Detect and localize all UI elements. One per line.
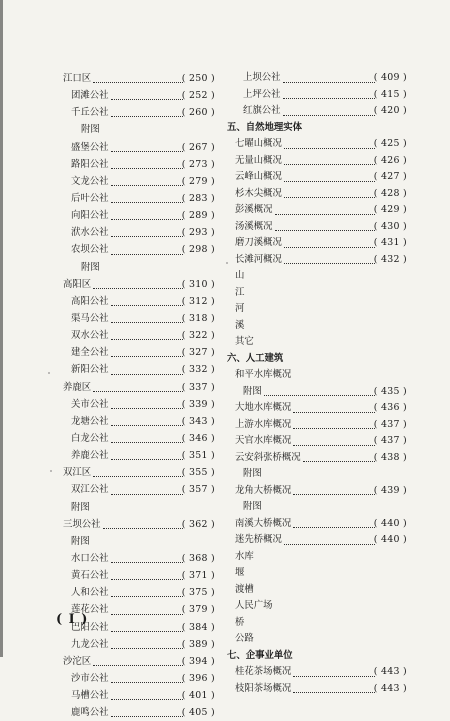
toc-entry-title: 沙市公社 — [71, 672, 109, 684]
toc-page-number: ( 293 ) — [181, 227, 215, 239]
toc-page-number: ( 273 ) — [181, 158, 215, 170]
toc-entry — [63, 481, 215, 498]
toc-leader-dots — [111, 631, 183, 649]
toc-page-number: ( 310 ) — [181, 278, 215, 290]
toc-page-number: ( 432 ) — [373, 253, 407, 265]
toc-entry-title: 上坪公社 — [243, 88, 281, 100]
toc-page-number: ( 437 ) — [373, 418, 407, 430]
toc-entry — [235, 582, 407, 599]
toc-entry — [235, 565, 407, 582]
toc-leader-dots — [284, 247, 375, 265]
toc-entry — [235, 334, 407, 351]
toc-entry — [235, 549, 407, 566]
toc-entry-title: 其它 — [235, 336, 254, 347]
toc-entry-title: 和平水库概况 — [235, 369, 292, 380]
toc-entry-title: 公路 — [235, 633, 254, 644]
toc-leader-dots — [284, 148, 375, 166]
toc-entry-title: 养鹿区 — [63, 381, 92, 393]
scan-edge — [0, 0, 3, 657]
toc-leader-dots — [264, 379, 375, 397]
toc-entry-title: 建全公社 — [71, 347, 109, 359]
toc-entry — [235, 598, 407, 615]
toc-entry-title: 新阳公社 — [71, 364, 109, 376]
toc-page-number: ( 439 ) — [373, 484, 407, 496]
toc-entry-title: 江口区 — [63, 73, 92, 84]
toc-leader-dots — [111, 134, 183, 152]
toc-leader-dots — [103, 511, 183, 529]
toc-leader-dots — [111, 682, 183, 700]
toc-page-number: ( 425 ) — [373, 138, 407, 149]
toc-entry — [235, 252, 407, 269]
toc-leader-dots — [283, 65, 375, 83]
toc-page-number: ( 440 ) — [373, 517, 407, 529]
toc-entry-title: 山 — [235, 270, 245, 281]
toc-page-number: ( 252 ) — [181, 90, 215, 102]
toc-entry-title: 向阳公社 — [71, 210, 109, 222]
toc-entry-title: 南溪大桥概况 — [235, 517, 292, 529]
toc-entry — [235, 681, 407, 698]
toc-leader-dots — [293, 511, 375, 529]
toc-page-number: ( 267 ) — [181, 141, 215, 153]
toc-leader-dots — [275, 214, 375, 232]
toc-entry-title: 附图 — [81, 124, 100, 136]
toc-leader-dots — [293, 676, 375, 694]
toc-entry — [63, 104, 215, 121]
toc-leader-dots — [111, 442, 183, 460]
toc-leader-dots — [111, 219, 183, 237]
page-number-footer: ( I ) — [56, 612, 89, 627]
toc-leader-dots — [293, 478, 375, 496]
toc-leader-dots — [111, 202, 183, 220]
toc-entry-title: 长滩河概况 — [235, 253, 282, 265]
toc-page-number: ( 343 ) — [181, 415, 215, 427]
toc-page-number: ( 389 ) — [181, 638, 215, 650]
toc-page-number: ( 443 ) — [373, 666, 407, 677]
toc-leader-dots — [111, 288, 183, 306]
toc-leader-dots — [303, 445, 375, 463]
toc-entry-title: 文龙公社 — [71, 175, 109, 187]
toc-entry-title: 高阳公社 — [71, 295, 109, 307]
toc-entry-title: 附图 — [71, 535, 90, 547]
toc-entry-title: 洑水公社 — [71, 227, 109, 239]
toc-entry-title: 双水公社 — [71, 330, 109, 342]
toc-entry-title: 附图 — [243, 468, 262, 479]
toc-leader-dots — [284, 164, 375, 182]
toc-entry-title: 农坝公社 — [71, 244, 109, 256]
toc-leader-dots — [111, 151, 183, 169]
toc-entry — [63, 516, 215, 533]
toc-entry-title: 附图 — [243, 385, 262, 397]
toc-entry-title: 附图 — [243, 501, 262, 512]
toc-page-number: ( 429 ) — [373, 204, 407, 215]
toc-entry-title: 人民广场 — [235, 600, 273, 611]
toc-entry-title: 莲花公社 — [71, 604, 109, 616]
toc-leader-dots — [111, 305, 183, 323]
toc-entry-title: 磨刀溪概况 — [235, 237, 282, 248]
toc-entry-title: 水库 — [235, 550, 254, 562]
toc-entry-title: 黄石公社 — [71, 570, 109, 582]
toc-entry-title: 彭溪概况 — [235, 204, 273, 215]
toc-entry-title: 上游水库概况 — [235, 418, 292, 430]
toc-page-number: ( 384 ) — [181, 621, 215, 633]
toc-entry-title: 附图 — [81, 261, 100, 273]
toc-entry-title: 白龙公社 — [71, 432, 109, 444]
toc-page-number: ( 322 ) — [181, 330, 215, 342]
toc-leader-dots — [111, 614, 183, 632]
toc-entry-title: 盛堡公社 — [71, 141, 109, 153]
toc-page-number: ( 431 ) — [373, 237, 407, 248]
toc-entry-title: 三坝公社 — [63, 518, 101, 530]
toc-entry — [63, 241, 215, 258]
toc-entry-title: 天官水库概况 — [235, 435, 292, 446]
toc-entry-title: 鹿鸣公社 — [71, 707, 109, 719]
toc-entry — [235, 631, 407, 648]
toc-leader-dots — [284, 527, 375, 545]
toc-entry-title: 云峰山概况 — [235, 171, 282, 182]
toc-page-number: ( 375 ) — [181, 587, 215, 599]
toc-page-number: ( 250 ) — [181, 73, 215, 84]
toc-entry-title: 后叶公社 — [71, 192, 109, 204]
toc-entry-title: 七曜山概况 — [235, 138, 282, 149]
toc-page-number: ( 430 ) — [373, 220, 407, 232]
toc-entry-title: 桥 — [235, 616, 245, 628]
toc-entry — [63, 704, 215, 721]
toc-entry-title: 双江区 — [63, 467, 92, 479]
toc-entry-title: 马槽公社 — [71, 690, 109, 702]
toc-entry-title: 七、企事业单位 — [227, 649, 293, 661]
toc-entry — [235, 301, 407, 318]
toc-leader-dots — [93, 65, 183, 83]
toc-entry — [235, 615, 407, 632]
toc-page-number: ( 337 ) — [181, 381, 215, 393]
toc-page-number: ( 289 ) — [181, 210, 215, 222]
toc-entry-title: 团滩公社 — [71, 90, 109, 102]
toc-leader-dots — [111, 185, 183, 203]
toc-entry — [235, 285, 407, 302]
toc-entry-title: 巴阳公社 — [71, 621, 109, 633]
toc-entry-title: 大地水库概况 — [235, 402, 292, 413]
toc-entry-title: 枝阳茶场概况 — [235, 682, 292, 694]
toc-leader-dots — [275, 197, 375, 215]
toc-page-number: ( 437 ) — [373, 435, 407, 446]
toc-page-number: ( 327 ) — [181, 347, 215, 359]
toc-entry-title: 龙角大桥概况 — [235, 484, 292, 496]
toc-page-number: ( 283 ) — [181, 192, 215, 204]
scan-speck — [48, 372, 50, 374]
toc-entry — [235, 483, 407, 500]
toc-page-number: ( 332 ) — [181, 364, 215, 376]
toc-leader-dots — [293, 412, 375, 430]
toc-leader-dots — [111, 82, 183, 100]
toc-entry-title: 无量山概况 — [235, 154, 282, 166]
toc-entry-title: 附图 — [71, 501, 90, 513]
toc-entry-title: 六、人工建筑 — [227, 352, 284, 364]
toc-leader-dots — [111, 322, 183, 340]
toc-page-number: ( 396 ) — [181, 672, 215, 684]
toc-leader-dots — [111, 99, 183, 117]
toc-page-number: ( 298 ) — [181, 244, 215, 256]
toc-entry-title: 渠马公社 — [71, 312, 109, 324]
toc-leader-dots — [93, 459, 183, 477]
toc-page-number: ( 426 ) — [373, 154, 407, 166]
toc-entry — [235, 268, 407, 285]
toc-leader-dots — [293, 395, 375, 413]
toc-entry-title: 桂花茶场概况 — [235, 666, 292, 677]
toc-entry-title: 沙沱区 — [63, 655, 92, 667]
toc-page-number: ( 409 ) — [373, 72, 407, 83]
toc-page-number: ( 368 ) — [181, 552, 215, 564]
toc-leader-dots — [111, 236, 183, 254]
toc-leader-dots — [283, 82, 375, 100]
toc-entry-title: 渡槽 — [235, 583, 254, 595]
toc-leader-dots — [111, 476, 183, 494]
toc-leader-dots — [111, 699, 183, 717]
toc-leader-dots — [111, 545, 183, 563]
toc-page-number: ( 438 ) — [373, 451, 407, 463]
toc-entry-title: 高阳区 — [63, 278, 92, 290]
toc-page-number: ( 355 ) — [181, 467, 215, 479]
toc-page-number: ( 312 ) — [181, 295, 215, 307]
toc-entry-title: 养鹿公社 — [71, 450, 109, 462]
toc-entry-title: 五、自然地理实体 — [227, 121, 303, 133]
toc-entry-title: 上坝公社 — [243, 72, 281, 83]
toc-entry-title: 九龙公社 — [71, 638, 109, 650]
toc-leader-dots — [284, 230, 375, 248]
toc-leader-dots — [283, 98, 375, 116]
toc-leader-dots — [111, 425, 183, 443]
toc-page-number: ( 443 ) — [373, 682, 407, 694]
toc-page-number: ( 318 ) — [181, 312, 215, 324]
toc-leader-dots — [111, 356, 183, 374]
toc-entry-title: 溪 — [235, 319, 245, 331]
toc-page-number: ( 351 ) — [181, 450, 215, 462]
toc-leader-dots — [111, 562, 183, 580]
toc-entry — [235, 532, 407, 549]
toc-entry-title: 关市公社 — [71, 398, 109, 410]
toc-entry-title: 杉木尖概况 — [235, 187, 282, 199]
toc-leader-dots — [111, 408, 183, 426]
toc-leader-dots — [111, 665, 183, 683]
toc-entry-title: 龙塘公社 — [71, 415, 109, 427]
toc-leader-dots — [111, 168, 183, 186]
toc-entry-title: 双江公社 — [71, 484, 109, 496]
toc-page-number: ( 435 ) — [373, 385, 407, 397]
toc-page-number: ( 415 ) — [373, 88, 407, 100]
toc-page-number: ( 436 ) — [373, 402, 407, 413]
toc-entry-title: 红旗公社 — [243, 105, 281, 116]
toc-leader-dots — [284, 181, 375, 199]
toc-entry-title: 堰 — [235, 567, 245, 578]
toc-entry-title: 河 — [235, 303, 245, 314]
toc-page-number: ( 394 ) — [181, 655, 215, 667]
toc-right-column — [227, 70, 407, 697]
toc-entry-title: 云安斜张桥概况 — [235, 451, 301, 463]
toc-page-number: ( 339 ) — [181, 398, 215, 410]
toc-entry-title: 路阳公社 — [71, 158, 109, 170]
toc-page-number: ( 379 ) — [181, 604, 215, 616]
toc-entry — [235, 103, 407, 120]
toc-entry-title: 千丘公社 — [71, 107, 109, 119]
toc-leader-dots — [111, 391, 183, 409]
toc-leader-dots — [293, 428, 375, 446]
toc-page-number: ( 405 ) — [181, 707, 215, 719]
toc-page-number: ( 371 ) — [181, 570, 215, 582]
toc-leader-dots — [284, 131, 375, 149]
toc-leader-dots — [111, 579, 183, 597]
toc-page-number: ( 440 ) — [373, 534, 407, 545]
toc-page-number: ( 401 ) — [181, 690, 215, 702]
toc-page-number: ( 428 ) — [373, 187, 407, 199]
toc-leader-dots — [111, 339, 183, 357]
toc-page-number: ( 427 ) — [373, 171, 407, 182]
toc-page-number: ( 357 ) — [181, 484, 215, 496]
toc-page-number: ( 420 ) — [373, 105, 407, 116]
toc-entry-title: 迷先桥概况 — [235, 534, 282, 545]
toc-entry — [235, 318, 407, 335]
toc-entry-title: 江 — [235, 286, 245, 298]
toc-page-number: ( 362 ) — [181, 518, 215, 530]
toc-leader-dots — [293, 659, 375, 677]
toc-leader-dots — [93, 374, 183, 392]
scan-speck — [50, 470, 52, 472]
toc-section-heading — [227, 351, 407, 368]
toc-entry — [235, 450, 407, 467]
toc-entry-title: 汤溪概况 — [235, 220, 273, 232]
toc-leader-dots — [93, 271, 183, 289]
toc-page-number: ( 279 ) — [181, 175, 215, 187]
toc-page-number: ( 260 ) — [181, 107, 215, 119]
scan-speck — [226, 262, 228, 264]
toc-entry-title: 水口公社 — [71, 552, 109, 564]
toc-page-number: ( 346 ) — [181, 432, 215, 444]
toc-leader-dots — [111, 596, 183, 614]
toc-entry-title: 人和公社 — [71, 587, 109, 599]
